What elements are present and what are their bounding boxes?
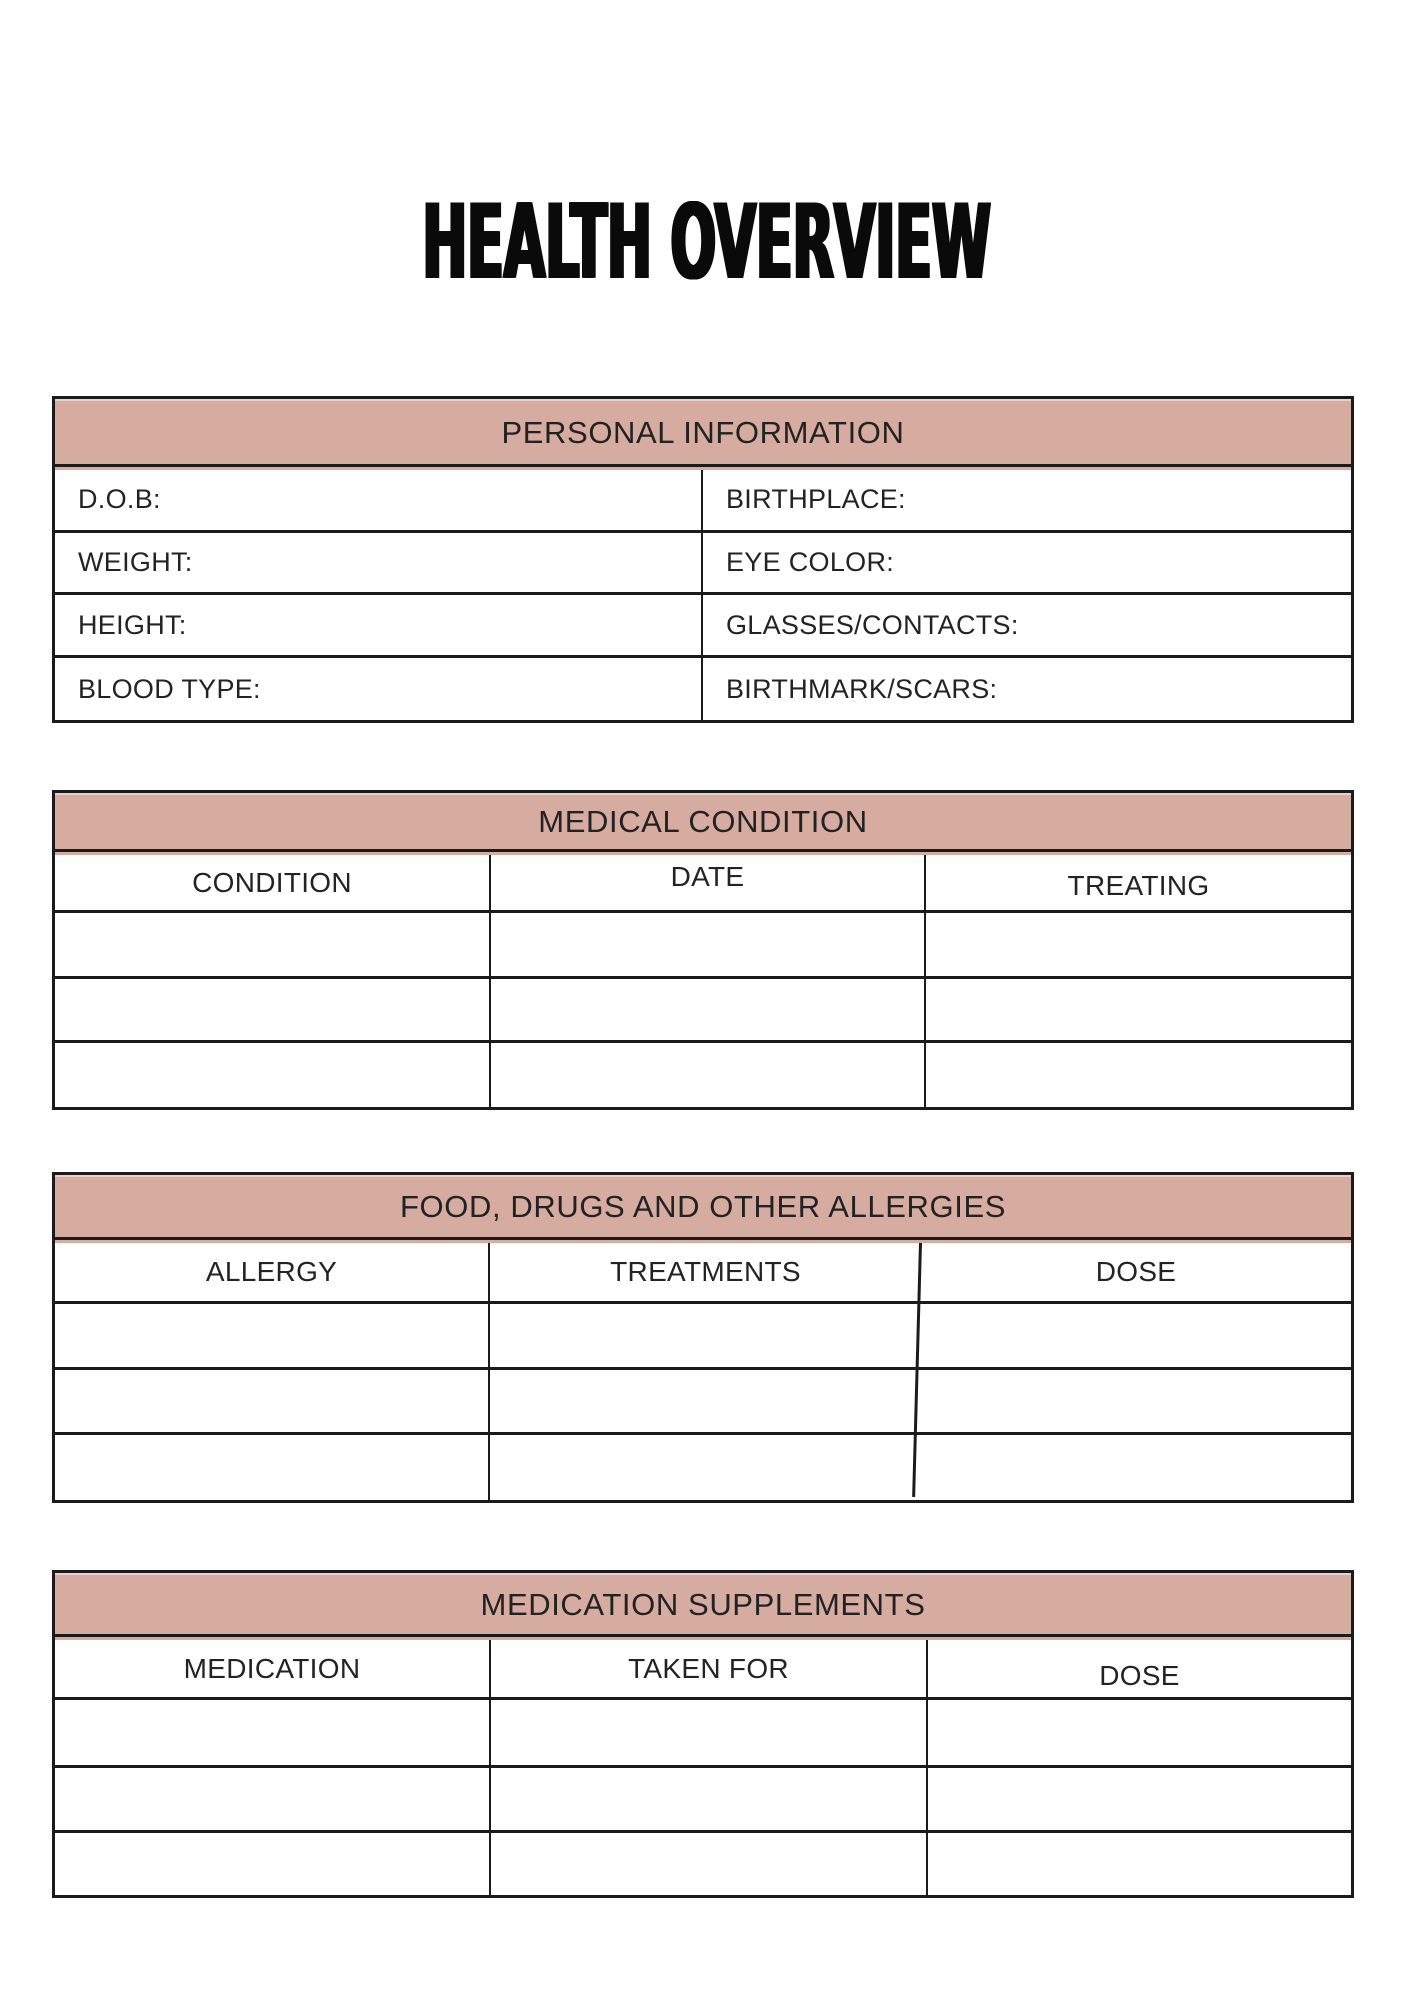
empty-cell[interactable] xyxy=(491,1043,926,1107)
empty-cell[interactable] xyxy=(928,1700,1351,1768)
field-label: BIRTHMARK/SCARS: xyxy=(726,673,998,704)
empty-cell[interactable] xyxy=(55,913,491,979)
empty-cell[interactable] xyxy=(491,913,926,979)
column-header-dose: DOSE xyxy=(928,1640,1351,1700)
column-header-date: DATE xyxy=(491,855,926,913)
empty-cell[interactable] xyxy=(491,1700,928,1768)
field-cell-eye-color[interactable] xyxy=(703,533,1351,596)
field-cell-glasses-contacts[interactable] xyxy=(703,595,1351,658)
field-cell-blood-type[interactable] xyxy=(55,658,703,721)
empty-cell[interactable] xyxy=(55,1304,490,1370)
empty-cell[interactable] xyxy=(928,1833,1351,1895)
empty-cell[interactable] xyxy=(921,1370,1351,1435)
section-header-bar xyxy=(55,1175,1351,1243)
field-label: BLOOD TYPE: xyxy=(78,673,261,704)
field-label: BIRTHPLACE: xyxy=(726,484,906,515)
column-header-treating: TREATING xyxy=(926,855,1351,913)
column-header-condition: CONDITION xyxy=(55,855,491,913)
column-header-medication: MEDICATION xyxy=(55,1640,491,1700)
page-title: HEALTH OVERVIEW xyxy=(422,183,992,303)
empty-cell[interactable] xyxy=(55,1043,491,1107)
empty-cell[interactable] xyxy=(491,1833,928,1895)
empty-cell[interactable] xyxy=(490,1370,921,1435)
field-cell-birthplace[interactable] xyxy=(703,470,1351,533)
empty-cell[interactable] xyxy=(921,1304,1351,1370)
column-header-allergy: ALLERGY xyxy=(55,1243,490,1304)
medical-condition-section xyxy=(52,790,1354,1110)
empty-cell[interactable] xyxy=(490,1304,921,1370)
section-title: PERSONAL INFORMATION xyxy=(501,414,905,450)
section-title: MEDICAL CONDITION xyxy=(538,804,868,839)
field-cell-birthmark-scars[interactable] xyxy=(703,658,1351,721)
empty-cell[interactable] xyxy=(926,979,1351,1043)
column-header-treatments: TREATMENTS xyxy=(490,1243,921,1304)
field-label: HEIGHT: xyxy=(78,609,187,640)
empty-cell[interactable] xyxy=(55,1700,491,1768)
empty-cell[interactable] xyxy=(55,1435,490,1500)
field-cell-dob[interactable] xyxy=(55,470,703,533)
empty-cell[interactable] xyxy=(55,1833,491,1895)
section-header-bar xyxy=(55,1573,1351,1640)
empty-cell[interactable] xyxy=(926,913,1351,979)
medication-table xyxy=(55,1640,1351,1895)
field-cell-height[interactable] xyxy=(55,595,703,658)
medical-condition-table xyxy=(55,855,1351,1107)
empty-cell[interactable] xyxy=(491,979,926,1043)
empty-cell[interactable] xyxy=(928,1768,1351,1833)
personal-information-section xyxy=(52,396,1354,723)
column-header-dose: DOSE xyxy=(921,1243,1351,1304)
section-title: MEDICATION SUPPLEMENTS xyxy=(480,1586,926,1622)
allergies-table xyxy=(55,1243,1351,1500)
section-header-bar xyxy=(55,793,1351,855)
personal-information-table xyxy=(55,470,1351,721)
allergies-section xyxy=(52,1172,1354,1503)
section-title: FOOD, DRUGS AND OTHER ALLERGIES xyxy=(400,1189,1006,1224)
field-label: EYE COLOR: xyxy=(726,547,895,578)
section-header-bar xyxy=(55,399,1351,470)
empty-cell[interactable] xyxy=(490,1435,921,1500)
medication-supplements-section xyxy=(52,1570,1354,1898)
empty-cell[interactable] xyxy=(491,1768,928,1833)
empty-cell[interactable] xyxy=(921,1435,1351,1500)
empty-cell[interactable] xyxy=(926,1043,1351,1107)
empty-cell[interactable] xyxy=(55,1768,491,1833)
column-header-taken-for: TAKEN FOR xyxy=(491,1640,928,1700)
field-label: WEIGHT: xyxy=(78,547,193,578)
title-block xyxy=(0,183,1414,303)
field-label: GLASSES/CONTACTS: xyxy=(726,609,1019,640)
empty-cell[interactable] xyxy=(55,979,491,1043)
field-label: D.O.B: xyxy=(78,484,161,515)
empty-cell[interactable] xyxy=(55,1370,490,1435)
field-cell-weight[interactable] xyxy=(55,533,703,596)
